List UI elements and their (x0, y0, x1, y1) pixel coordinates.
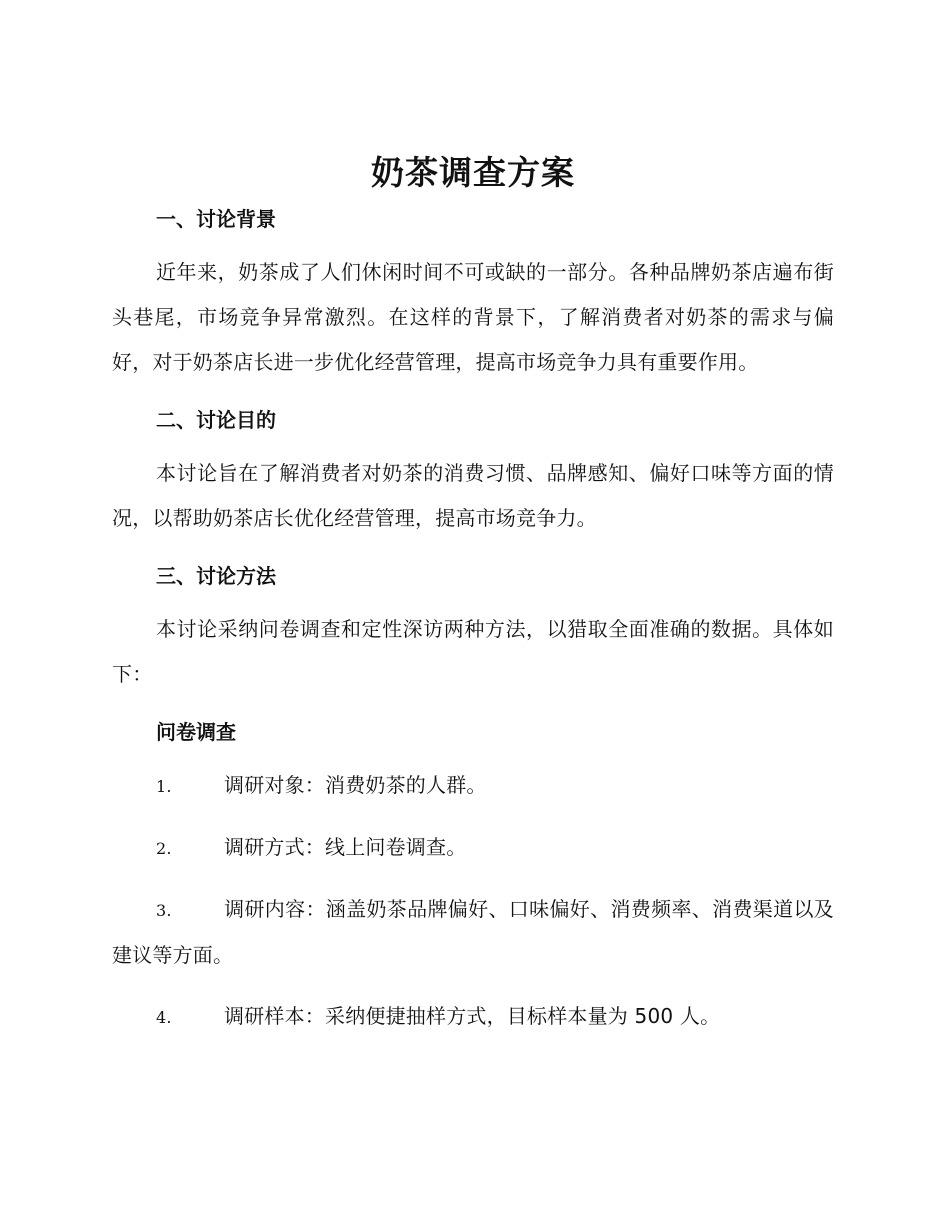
list-item (112, 887, 834, 978)
section-heading-purpose: 二、讨论目的 (156, 408, 276, 432)
list-item-text: 调研样本：采纳便捷抽样方式，目标样本量为 500 人。 (224, 1004, 721, 1028)
document-title: 奶茶调查方案 (371, 153, 575, 192)
section-paragraph-purpose: 本讨论旨在了解消费者对奶茶的消费习惯、品牌感知、偏好口味等方面的情况，以帮助奶茶店长优化经营管理，提高市场竞争力。 (112, 461, 834, 530)
section-heading-background: 一、讨论背景 (156, 207, 276, 231)
list-item-number: 1. (156, 777, 172, 796)
list-item (112, 994, 834, 1040)
document-page (112, 148, 834, 1040)
list-item-number: 3. (156, 901, 172, 920)
list-item-text: 调研对象：消费奶茶的人群。 (224, 773, 487, 797)
section-paragraph-method: 本讨论采纳问卷调查和定性深访两种方法，以猎取全面准确的数据。具体如下： (112, 617, 834, 686)
list-item-text: 调研方式：线上问卷调查。 (224, 835, 467, 859)
subheading-questionnaire: 问卷调查 (156, 720, 236, 744)
list-item-number: 4. (156, 1008, 172, 1027)
list-item-number: 2. (156, 839, 172, 858)
list-item (112, 825, 834, 871)
section-paragraph-background: 近年来，奶茶成了人们休闲时间不可或缺的一部分。各种品牌奶茶店遍布街头巷尾，市场竞争异常激烈。在这样的背景下，了解消费者对奶茶的需求与偏好，对于奶茶店长进一步优化经营管理，提高市场竞争力具有重要作用。 (112, 260, 834, 374)
list-item (112, 763, 834, 809)
section-heading-method: 三、讨论方法 (156, 564, 276, 588)
list-item-text: 调研内容：涵盖奶茶品牌偏好、口味偏好、消费频率、消费渠道以及建议等方面。 (112, 897, 834, 967)
